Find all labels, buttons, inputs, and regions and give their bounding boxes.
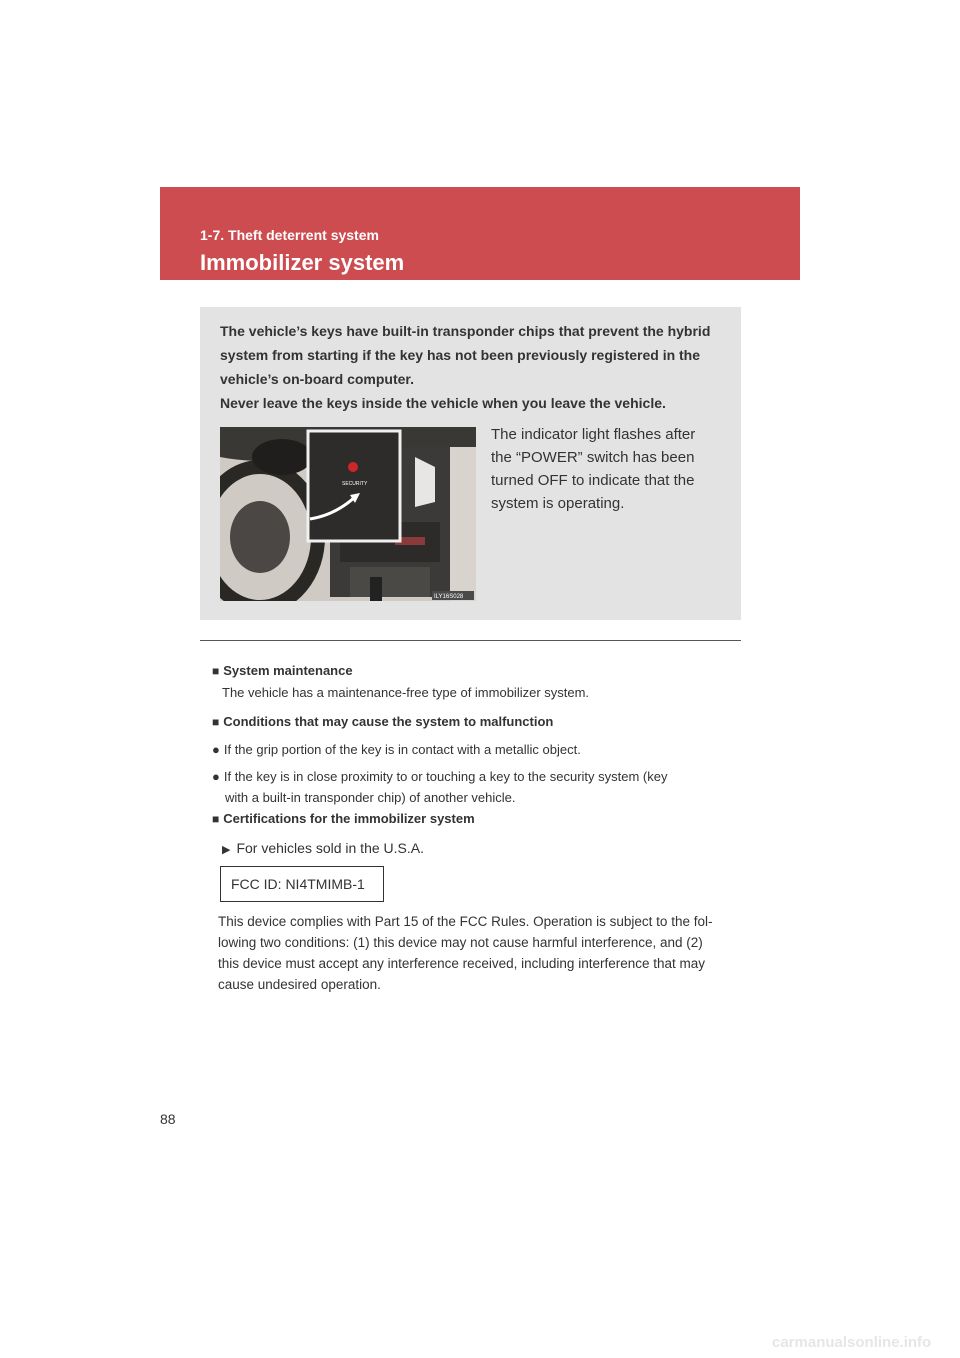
caption-line: the “POWER” switch has been — [491, 449, 695, 466]
maintenance-section — [212, 660, 740, 703]
malfunction-bullet — [212, 766, 740, 808]
photo-caption — [491, 423, 718, 515]
region-line — [212, 838, 740, 861]
square-bullet-icon: ■ — [212, 812, 220, 826]
malfunction-heading — [212, 711, 740, 733]
bullet-text-cont: with a built-in transponder chip) of another vehicle. — [225, 790, 516, 805]
malfunction-bullet — [212, 739, 740, 760]
bullet-text: If the key is in close proximity to or touching a key to the security system (key — [223, 769, 668, 784]
divider — [200, 640, 741, 641]
intro-lead-line: Never leave the keys inside the vehicle when you leave the vehicle. — [220, 395, 666, 411]
certifications-title: Certifications for the immobilizer system — [223, 811, 475, 826]
fcc-line: cause undesired operation. — [218, 977, 381, 992]
page-title: Immobilizer system — [200, 250, 405, 275]
certifications-section — [212, 808, 740, 861]
intro-lead-line: vehicle’s on-board computer. — [220, 371, 414, 387]
region-text: For vehicles sold in the U.S.A. — [236, 840, 424, 856]
fcc-id-box: FCC ID: NI4TMIMB-1 — [220, 866, 384, 902]
bullet-dot-icon: ● — [212, 742, 220, 757]
watermark-text: carmanualsonline.info — [772, 1334, 932, 1351]
bullet-text: If the grip portion of the key is in contact with a metallic object. — [223, 742, 581, 757]
security-label: SECURITY — [342, 481, 368, 487]
malfunction-title: Conditions that may cause the system to malfunction — [223, 714, 554, 729]
section-label: 1-7. Theft deterrent system — [200, 227, 379, 243]
arrow-right-icon: ▶ — [222, 844, 231, 856]
page-number: 88 — [160, 1111, 176, 1127]
fcc-line: this device must accept any interference received, including interference that may — [218, 956, 706, 971]
intro-box — [200, 307, 741, 620]
intro-lead-line: system from starting if the key has not been previously registered in the — [220, 347, 701, 363]
caption-line: turned OFF to indicate that the — [491, 472, 695, 489]
fcc-paragraph — [218, 911, 740, 995]
dashboard-photo — [220, 427, 476, 601]
bullet-dot-icon: ● — [212, 769, 220, 784]
caption-line: system is operating. — [491, 495, 625, 512]
intro-lead — [220, 319, 718, 415]
maintenance-text: The vehicle has a maintenance-free type of immobilizer system. — [222, 685, 590, 700]
certifications-heading — [212, 808, 740, 830]
malfunction-section — [212, 711, 740, 808]
intro-lead-line: The vehicle’s keys have built-in transponder chips that prevent the hybrid — [220, 323, 711, 339]
maintenance-heading — [212, 660, 740, 682]
dashboard-illustration — [220, 427, 476, 601]
caption-line: The indicator light flashes after — [491, 426, 696, 443]
fcc-line: This device complies with Part 15 of the FCC Rules. Operation is subject to the fol- — [218, 914, 713, 929]
photo-code: ILY16S028 — [434, 594, 464, 600]
fcc-line: lowing two conditions: (1) this device may not cause harmful interference, and (2) — [218, 935, 703, 950]
watermark-logo — [772, 1328, 954, 1354]
chapter-header — [160, 187, 800, 280]
maintenance-title: System maintenance — [223, 663, 353, 678]
square-bullet-icon: ■ — [212, 715, 220, 729]
square-bullet-icon: ■ — [212, 664, 220, 678]
